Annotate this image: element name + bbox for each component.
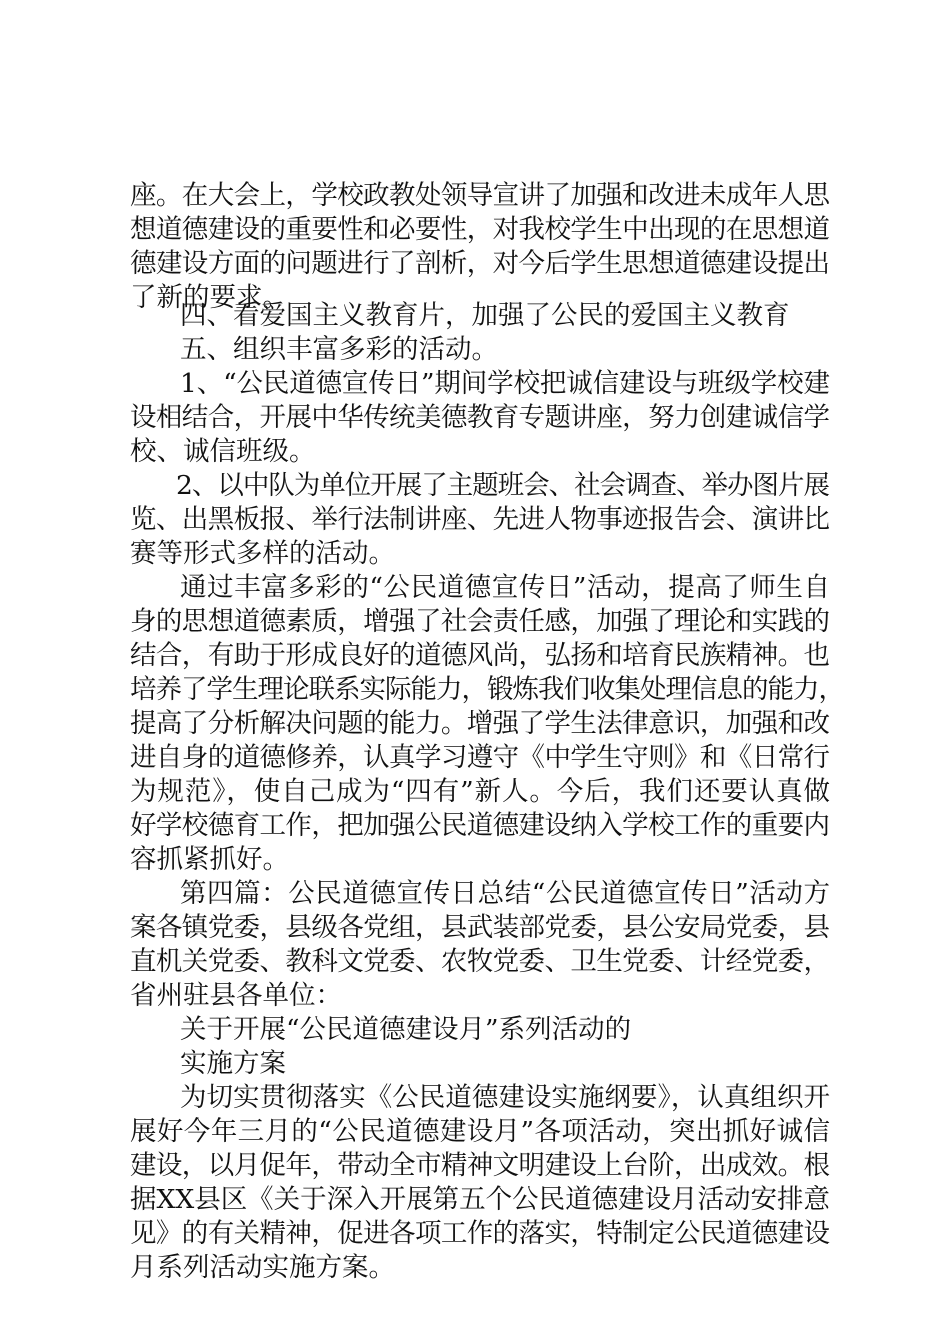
plan-title-line-1: 关于开展“公民道德建设月”系列活动的 [180,1014,632,1045]
text-line-16: 培养了学生理论联系实际能力，锻炼我们收集处理信息的能力， [130,674,844,705]
plan-title-line-2: 实施方案 [180,1048,286,1079]
text-line-11: 览、出黑板报、举行法制讲座、先进人物事迹报告会、演讲比 [130,504,830,535]
text-line-4: 了新的要求。 [130,282,289,313]
text-line-20: 好学校德育工作，把加强公民道德建设纳入学校工作的重要内 [130,810,830,841]
plan-body-line-3: 建设，以月促年，带动全市精神文明建设上台阶，出成效。根 [130,1150,830,1181]
text-line-2: 想道德建设的重要性和必要性，对我校学生中出现的在思想道 [130,214,830,245]
text-line-17: 提高了分析解决问题的能力。增强了学生法律意识，加强和改 [130,708,830,739]
text-line-15: 结合，有助于形成良好的道德风尚，弘扬和培育民族精神。也 [130,640,830,671]
text-line-3: 德建设方面的问题进行了剖析，对今后学生思想道德建设提出 [130,248,830,279]
text-line-21: 容抓紧抓好。 [130,844,289,875]
text-line-9: 校、诚信班级。 [130,436,316,467]
plan-body-line-2: 展好今年三月的“公民道德建设月”各项活动，突出抓好诚信 [130,1116,831,1147]
chapter-four-line-3: 直机关党委、教科文党委、农牧党委、卫生党委、计经党委， [130,946,830,977]
heading-four: 四、看爱国主义教育片，加强了公民的爱国主义教育 [180,300,790,331]
text-line-13: 通过丰富多彩的“公民道德宣传日”活动，提高了师生自 [180,572,831,603]
text-line-14: 身的思想道德素质，增强了社会责任感，加强了理论和实践的 [130,606,830,637]
text-line-1: 座。在大会上，学校政教处领导宣讲了加强和改进未成年人思 [130,180,830,211]
plan-body-line-5: 见》的有关精神，促进各项工作的落实，特制定公民道德建设 [130,1218,830,1249]
text-line-12: 赛等形式多样的活动。 [130,538,395,569]
plan-body-line-1: 为切实贯彻落实《公民道德建设实施纲要》，认真组织开 [180,1082,831,1113]
plan-body-line-4: 据XX县区《关于深入开展第五个公民道德建设月活动安排意 [130,1184,830,1215]
heading-five: 五、组织丰富多彩的活动。 [180,334,498,365]
text-line-7: 1、“公民道德宣传日”期间学校把诚信建设与班级学校建 [180,368,830,399]
chapter-four-line-1: 第四篇：公民道德宣传日总结“公民道德宣传日”活动方 [180,878,831,909]
text-line-19: 为规范》，使自己成为“四有”新人。今后，我们还要认真做 [130,776,831,807]
text-line-10: 2、以中队为单位开展了主题班会、社会调查、举办图片展 [176,470,829,501]
text-line-8: 设相结合，开展中华传统美德教育专题讲座，努力创建诚信学 [130,402,830,433]
plan-body-line-6: 月系列活动实施方案。 [130,1252,395,1283]
text-line-18: 进自身的道德修养，认真学习遵守《中学生守则》和《日常行 [130,742,830,773]
chapter-four-line-4: 省州驻县各单位： [130,980,342,1011]
chapter-four-line-2: 案各镇党委，县级各党组，县武装部党委，县公安局党委，县 [130,912,830,943]
